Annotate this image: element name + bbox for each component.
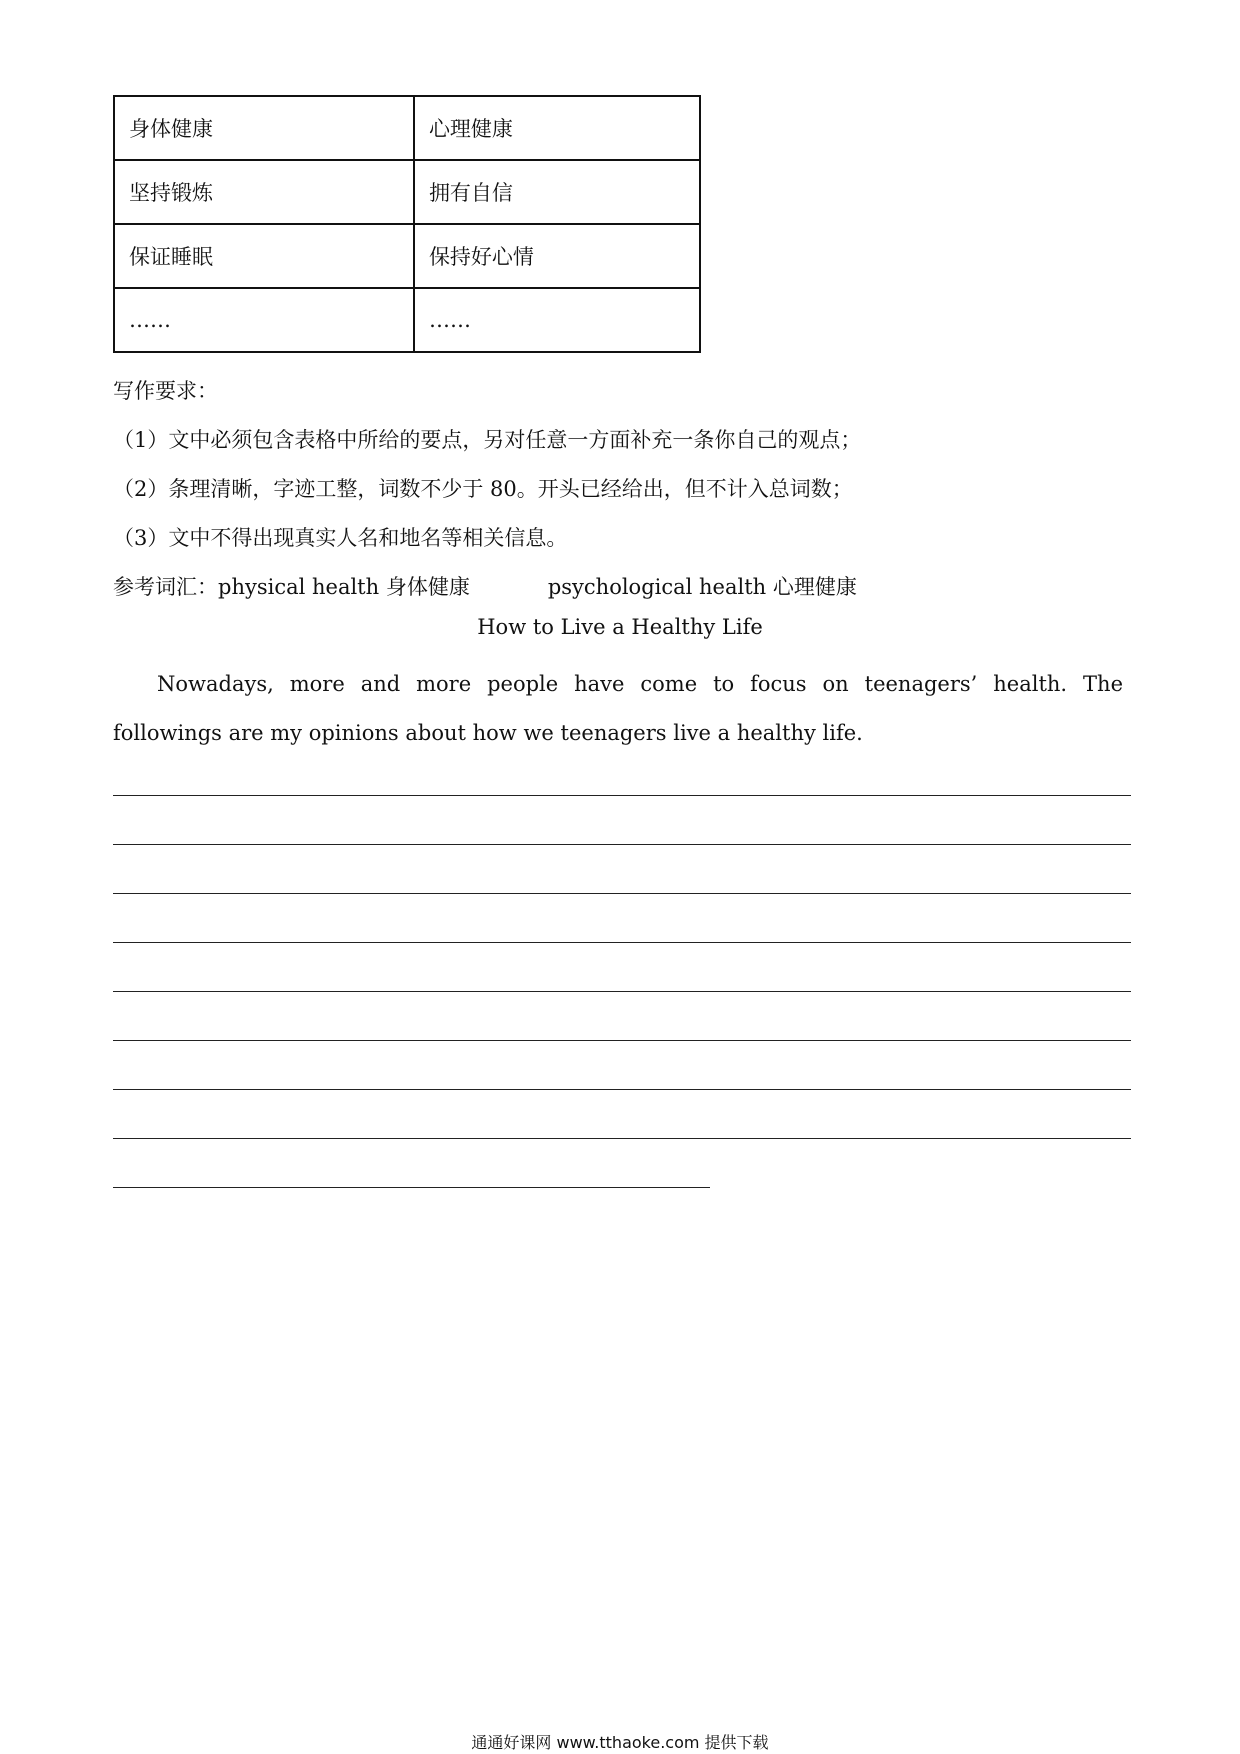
table-row [114, 224, 700, 288]
table-cell: …… [114, 288, 414, 352]
writing-line [113, 942, 1131, 943]
table-cell: 保证睡眠 [114, 224, 414, 288]
vocabulary-label: 参考词汇： [113, 575, 218, 599]
table-row [114, 96, 700, 160]
writing-line [113, 844, 1131, 845]
table-cell: 身体健康 [114, 96, 414, 160]
table-row [114, 160, 700, 224]
table-cell: 保持好心情 [414, 224, 700, 288]
essay-title: How to Live a Healthy Life [477, 615, 763, 639]
writing-line [113, 1138, 1131, 1139]
requirement-item: （1）文中必须包含表格中所给的要点，另对任意一方面补充一条你自己的观点； [113, 428, 862, 452]
key-points-table [113, 95, 701, 353]
table-cell: 拥有自信 [414, 160, 700, 224]
writing-line [113, 893, 1131, 894]
table-cell: 心理健康 [414, 96, 700, 160]
vocabulary-line [113, 571, 857, 601]
footer-source: 通通好课网 www.tthaoke.com 提供下载 [471, 1733, 769, 1752]
requirement-item: （2）条理清晰，字迹工整，词数不少于 80。开头已经给出，但不计入总词数； [113, 477, 853, 501]
vocabulary-term: physical health 身体健康 [218, 575, 470, 599]
essay-opening: Nowadays, more and more people have come to focus on teenagers’ health. The followings are my opinions about how we teenagers live a healthy life. [113, 672, 1123, 745]
writing-line [113, 795, 1131, 796]
writing-line [113, 1187, 710, 1188]
vocabulary-term: psychological health 心理健康 [547, 575, 857, 599]
requirement-item: （3）文中不得出现真实人名和地名等相关信息。 [113, 526, 568, 550]
table-row [114, 288, 700, 352]
writing-line [113, 1089, 1131, 1090]
table-cell: …… [414, 288, 700, 352]
table-cell: 坚持锻炼 [114, 160, 414, 224]
writing-line [113, 1040, 1131, 1041]
writing-line [113, 991, 1131, 992]
requirements-heading: 写作要求： [113, 379, 218, 403]
